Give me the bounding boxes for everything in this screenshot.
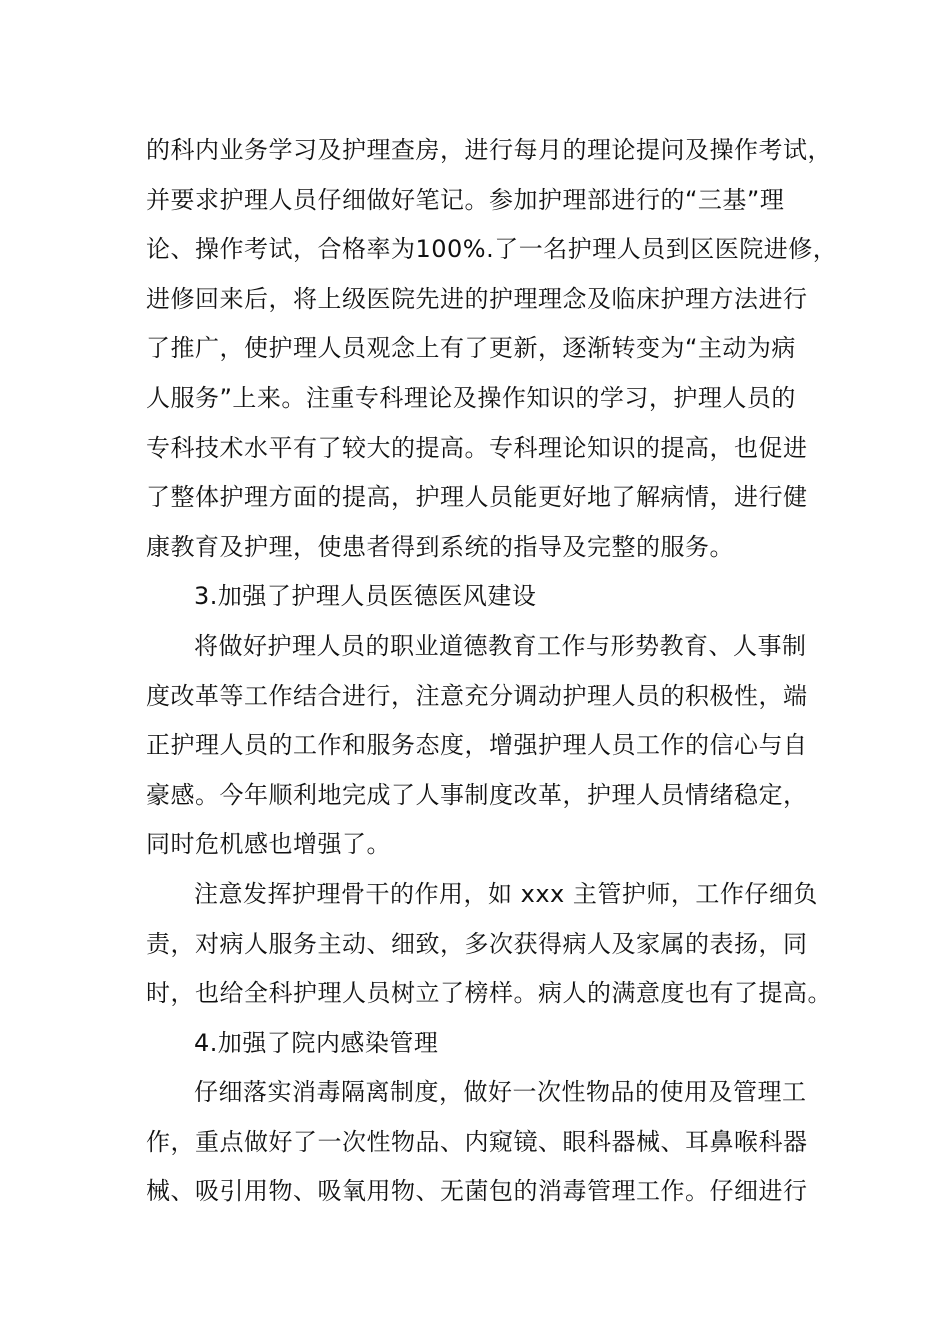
body-line: 了推广，使护理人员观念上有了更新，逐渐转变为“主动为病	[146, 334, 796, 363]
body-line: 时，也给全科护理人员树立了榜样。病人的满意度也有了提高。	[146, 979, 832, 1008]
body-line: 度改革等工作结合进行，注意充分调动护理人员的积极性，端	[146, 681, 808, 710]
paragraph-first-line: 仔细落实消毒隔离制度，做好一次性物品的使用及管理工	[194, 1078, 807, 1107]
body-line: 作，重点做好了一次性物品、内窥镜、眼科器械、耳鼻喉科器	[146, 1127, 808, 1156]
body-line: 的科内业务学习及护理查房，进行每月的理论提问及操作考试，	[146, 136, 832, 164]
body-line: 正护理人员的工作和服务态度，增强护理人员工作的信心与自	[146, 731, 808, 760]
paragraph-first-line: 注意发挥护理骨干的作用，如 xxx 主管护师，工作仔细负	[194, 879, 818, 908]
body-line: 豪感。今年顺利地完成了人事制度改革，护理人员情绪稳定，	[146, 780, 808, 809]
body-line: 论、操作考试，合格率为100%.了一名护理人员到区医院进修，	[146, 235, 838, 264]
body-line: 并要求护理人员仔细做好笔记。参加护理部进行的“三基”理	[146, 185, 785, 214]
body-line: 同时危机感也增强了。	[146, 830, 391, 859]
section-heading-4: 4.加强了院内感染管理	[194, 1028, 439, 1057]
body-line: 责，对病人服务主动、细致，多次获得病人及家属的表扬，同	[146, 929, 808, 958]
section-heading-3: 3.加强了护理人员医德医风建设	[194, 582, 537, 611]
body-line: 康教育及护理，使患者得到系统的指导及完整的服务。	[146, 532, 734, 561]
body-line: 了整体护理方面的提高，护理人员能更好地了解病情，进行健	[146, 483, 808, 512]
document-body	[146, 126, 838, 1217]
paragraph-first-line: 将做好护理人员的职业道德教育工作与形势教育、人事制	[194, 631, 807, 660]
body-line: 进修回来后，将上级医院先进的护理理念及临床护理方法进行	[146, 284, 808, 313]
body-line: 专科技术水平有了较大的提高。专科理论知识的提高，也促进	[146, 433, 808, 462]
body-line: 人服务”上来。注重专科理论及操作知识的学习，护理人员的	[146, 383, 796, 412]
body-line: 械、吸引用物、吸氧用物、无菌包的消毒管理工作。仔细进行	[146, 1177, 808, 1206]
